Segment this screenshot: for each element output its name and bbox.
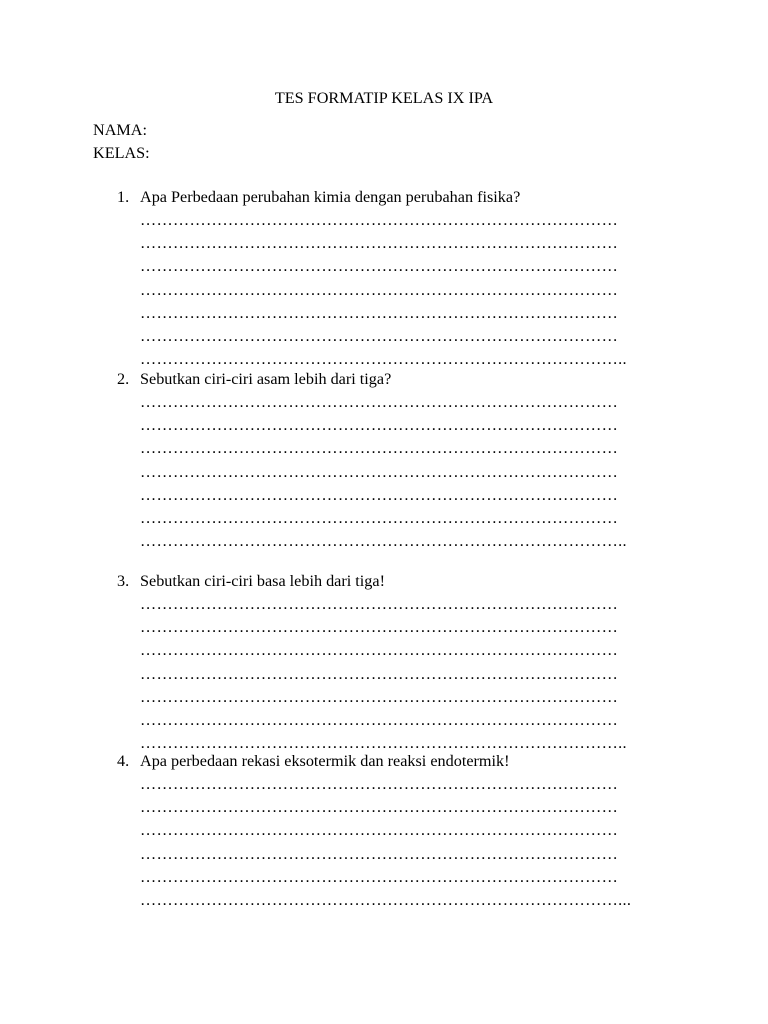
question-number: 3.	[117, 572, 130, 590]
answer-line[interactable]: ……………………………………………………………………………	[140, 485, 619, 504]
answer-line[interactable]: ……………………………………………………………………………	[140, 798, 619, 817]
answer-line[interactable]: ……………………………………………………………………………	[140, 211, 619, 229]
answer-line[interactable]: ……………………………………………………………………………	[140, 710, 619, 729]
answer-line[interactable]: ……………………………………………………………………………..	[140, 350, 627, 369]
answer-line[interactable]: ……………………………………………………………………………..	[140, 532, 627, 551]
question-number: 2.	[117, 370, 130, 388]
answer-line[interactable]: ……………………………………………………………………………	[140, 775, 619, 793]
document-title: TES FORMATIP KELAS IX IPA	[274, 89, 494, 107]
question-number: 1.	[117, 188, 130, 206]
answer-line[interactable]: ……………………………………………………………………………	[140, 234, 619, 253]
question-text: Sebutkan ciri-ciri asam lebih dari tiga?	[140, 370, 392, 388]
answer-line[interactable]: ……………………………………………………………………………	[140, 641, 619, 660]
question-number: 4.	[117, 752, 130, 770]
answer-line[interactable]: ……………………………………………………………………………...	[140, 890, 632, 909]
answer-line[interactable]: ……………………………………………………………………………	[140, 439, 619, 458]
question-text: Apa perbedaan rekasi eksotermik dan reaksi endotermik!	[140, 752, 510, 770]
answer-line[interactable]: ……………………………………………………………………………	[140, 257, 619, 276]
answer-line[interactable]: ……………………………………………………………………………	[140, 280, 619, 299]
question-4	[0, 751, 768, 913]
nama-field-label: NAMA:	[93, 121, 147, 139]
answer-line[interactable]: ……………………………………………………………………………	[140, 508, 619, 527]
answer-line[interactable]: ……………………………………………………………………………	[140, 393, 619, 411]
answer-line[interactable]: ……………………………………………………………………………	[140, 595, 619, 613]
answer-line[interactable]: ……………………………………………………………………………..	[140, 734, 627, 753]
answer-line[interactable]: ……………………………………………………………………………	[140, 618, 619, 637]
answer-line[interactable]: ……………………………………………………………………………	[140, 687, 619, 706]
answer-line[interactable]: ……………………………………………………………………………	[140, 844, 619, 863]
question-text: Apa Perbedaan perubahan kimia dengan perubahan fisika?	[140, 188, 521, 206]
answer-line[interactable]: ……………………………………………………………………………	[140, 664, 619, 683]
question-text: Sebutkan ciri-ciri basa lebih dari tiga!	[140, 572, 385, 590]
question-2	[0, 369, 768, 554]
kelas-field-label: KELAS:	[93, 144, 150, 162]
answer-line[interactable]: ……………………………………………………………………………	[140, 303, 619, 322]
answer-line[interactable]: ……………………………………………………………………………	[140, 821, 619, 840]
answer-line[interactable]: ……………………………………………………………………………	[140, 326, 619, 345]
answer-line[interactable]: ……………………………………………………………………………	[140, 462, 619, 481]
answer-line[interactable]: ……………………………………………………………………………	[140, 416, 619, 435]
question-3	[0, 571, 768, 756]
question-1	[0, 187, 768, 372]
answer-line[interactable]: ……………………………………………………………………………	[140, 867, 619, 886]
